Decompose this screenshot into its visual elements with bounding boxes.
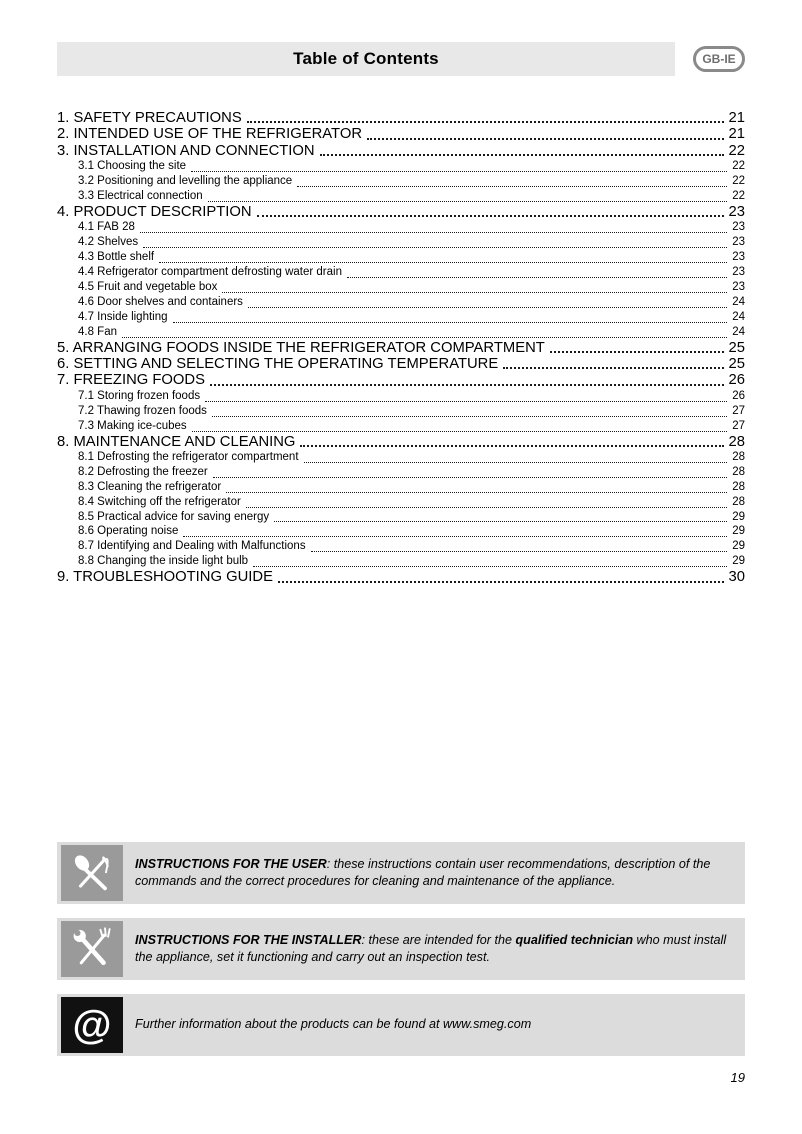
dot-leader — [247, 121, 724, 123]
toc-entry-page-number: 29 — [732, 525, 745, 538]
toc-entry-label: 4.3 Bottle shelf — [78, 251, 155, 264]
toc-entry-page-number: 30 — [728, 569, 745, 586]
dot-leader — [183, 536, 727, 537]
dot-leader — [248, 307, 727, 308]
dot-leader — [226, 492, 727, 493]
toc-entry[interactable] — [57, 220, 745, 235]
toc-entry[interactable] — [57, 495, 745, 510]
dot-leader — [304, 462, 728, 463]
toc-entry-page-number: 28 — [732, 465, 745, 478]
toc-entry[interactable] — [57, 110, 745, 126]
toc-entry-page-number: 28 — [732, 480, 745, 493]
page-title: Table of Contents — [293, 49, 439, 68]
toc-entry-page-number: 23 — [732, 236, 745, 249]
toc-entry-label: 8.1 Defrosting the refrigerator compartment — [78, 450, 299, 463]
dot-leader — [191, 171, 727, 172]
toc-entry-page-number: 22 — [732, 160, 745, 173]
toc-entry-page-number: 22 — [728, 142, 745, 159]
dot-leader — [320, 154, 724, 156]
dot-leader — [274, 521, 727, 522]
toc-entry-page-number: 27 — [732, 419, 745, 432]
toc-entry-label: 9. TROUBLESHOOTING GUIDE — [57, 569, 273, 586]
toc-entry[interactable] — [57, 372, 745, 388]
toc-entry-label: 4.8 Fan — [78, 325, 117, 338]
dot-leader — [159, 262, 727, 263]
dot-leader — [210, 384, 724, 386]
toc-entry[interactable] — [57, 356, 745, 372]
info-text-segment: Further information about the products can be found at www.smeg.com — [135, 1017, 532, 1032]
dot-leader — [503, 367, 723, 369]
toc-entry-label: 7.2 Thawing frozen foods — [78, 404, 207, 417]
toc-entry[interactable] — [57, 539, 745, 554]
dot-leader — [173, 322, 728, 323]
toc-entry[interactable] — [57, 389, 745, 404]
utensils-icon — [61, 845, 123, 901]
toc-entry-label: 4.7 Inside lighting — [78, 310, 168, 323]
toc-entry[interactable] — [57, 340, 745, 356]
dot-leader — [246, 507, 727, 508]
toc-entry-label: 4.1 FAB 28 — [78, 221, 135, 234]
at-icon: @ — [61, 997, 123, 1053]
info-boxes — [57, 842, 745, 1056]
toc-entry[interactable] — [57, 265, 745, 280]
toc-entry-page-number: 23 — [732, 251, 745, 264]
toc-entry-page-number: 29 — [732, 540, 745, 553]
info-text-segment: INSTRUCTIONS FOR THE INSTALLER — [135, 933, 362, 948]
dot-leader — [297, 186, 727, 187]
toc-entry[interactable] — [57, 419, 745, 434]
toc-entry[interactable] — [57, 450, 745, 465]
toc-entry[interactable] — [57, 280, 745, 295]
toc-entry-label: 3. INSTALLATION AND CONNECTION — [57, 142, 315, 159]
toc-entry-page-number: 29 — [732, 510, 745, 523]
toc-entry-page-number: 25 — [728, 339, 745, 356]
toc-entry[interactable] — [57, 325, 745, 340]
toc-entry-label: 4.5 Fruit and vegetable box — [78, 280, 218, 293]
dot-leader — [257, 215, 724, 217]
dot-leader — [208, 201, 728, 202]
page-footer — [57, 1070, 745, 1085]
dot-leader — [347, 277, 727, 278]
toc-entry[interactable] — [57, 189, 745, 204]
toc-entry-label: 8.3 Cleaning the refrigerator — [78, 480, 222, 493]
toc-entry-label: 8.5 Practical advice for saving energy — [78, 510, 270, 523]
dot-leader — [212, 416, 727, 417]
toc-entry-label: 1. SAFETY PRECAUTIONS — [57, 110, 242, 126]
toc-entry-label: 7.1 Storing frozen foods — [78, 389, 201, 402]
toc-entry[interactable] — [57, 554, 745, 569]
toc-entry-label: 8. MAINTENANCE AND CLEANING — [57, 433, 296, 450]
info-text-segment: qualified technician — [515, 933, 634, 948]
dot-leader — [311, 551, 728, 552]
toc-entry-page-number: 27 — [732, 404, 745, 417]
toc-entry-label: 7.3 Making ice-cubes — [78, 419, 187, 432]
info-text-segment: INSTRUCTIONS FOR THE USER — [135, 857, 327, 872]
toc-entry-page-number: 24 — [732, 325, 745, 338]
dot-leader — [192, 431, 728, 432]
toc-entry-label: 4.4 Refrigerator compartment defrosting water drain — [78, 266, 342, 279]
toc-entry-page-number: 26 — [728, 372, 745, 389]
toc-entry-page-number: 28 — [728, 433, 745, 450]
toc-entry-label: 3.3 Electrical connection — [78, 190, 203, 203]
dot-leader — [222, 292, 727, 293]
toc-entry-label: 8.7 Identifying and Dealing with Malfunctions — [78, 540, 306, 553]
language-badge: GB-IE — [693, 46, 745, 72]
info-box-web — [57, 994, 745, 1056]
toc-entry-page-number: 23 — [728, 203, 745, 220]
info-box-user — [57, 842, 745, 904]
toc-entry-page-number: 28 — [732, 495, 745, 508]
toc-entry-page-number: 21 — [728, 126, 745, 143]
table-of-contents — [57, 110, 745, 586]
toc-entry-page-number: 28 — [732, 450, 745, 463]
dot-leader — [300, 445, 723, 447]
info-text-segment: who must install the appliance, set it functioning and carry out an inspection test. — [135, 933, 727, 964]
toc-entry-label: 8.4 Switching off the refrigerator — [78, 495, 241, 508]
toc-entry[interactable] — [57, 465, 745, 480]
toc-entry-label: 4.2 Shelves — [78, 236, 139, 249]
toc-entry[interactable] — [57, 510, 745, 525]
dot-leader — [278, 581, 724, 583]
toc-entry[interactable] — [57, 404, 745, 419]
toc-entry-page-number: 21 — [728, 110, 745, 126]
toc-entry-page-number: 23 — [732, 221, 745, 234]
toc-entry[interactable] — [57, 310, 745, 325]
toc-entry[interactable] — [57, 204, 745, 220]
header — [57, 42, 745, 76]
toc-entry[interactable] — [57, 174, 745, 189]
toc-entry-page-number: 29 — [732, 555, 745, 568]
info-box-installer-text — [135, 932, 735, 965]
dot-leader — [550, 351, 724, 353]
toc-entry-label: 6. SETTING AND SELECTING THE OPERATING TEMPERATURE — [57, 356, 499, 372]
dot-leader — [140, 232, 727, 233]
toc-entry[interactable] — [57, 569, 745, 585]
dot-leader — [143, 247, 727, 248]
info-text-segment: : these instructions contain user recommendations, description of the commands and the correct procedures for cleaning and maintenance of the appliance. — [135, 857, 711, 888]
dot-leader — [367, 138, 724, 140]
info-box-user-text — [135, 856, 735, 889]
tools-icon — [61, 921, 123, 977]
dot-leader — [253, 566, 727, 567]
toc-entry[interactable] — [57, 434, 745, 450]
toc-entry-label: 4.6 Door shelves and containers — [78, 295, 243, 308]
toc-entry-page-number: 26 — [732, 389, 745, 402]
dot-leader — [205, 401, 727, 402]
toc-entry-page-number: 24 — [732, 295, 745, 308]
toc-entry-page-number: 23 — [732, 280, 745, 293]
toc-entry-label: 3.2 Positioning and levelling the appliance — [78, 175, 293, 188]
toc-entry-page-number: 23 — [732, 266, 745, 279]
toc-entry-label: 8.2 Defrosting the freezer — [78, 465, 208, 478]
toc-entry[interactable] — [57, 159, 745, 174]
toc-entry-label: 8.6 Operating noise — [78, 525, 179, 538]
page-title-bar — [57, 42, 675, 76]
toc-entry-label: 3.1 Choosing the site — [78, 160, 187, 173]
info-box-installer — [57, 918, 745, 980]
page-number: 19 — [730, 1069, 745, 1085]
dot-leader — [122, 337, 727, 338]
toc-entry[interactable] — [57, 480, 745, 495]
toc-entry-label: 7. FREEZING FOODS — [57, 372, 205, 389]
toc-entry-label: 5. ARRANGING FOODS INSIDE THE REFRIGERATOR COMPARTMENT — [57, 339, 545, 356]
info-box-web-text — [135, 1016, 735, 1033]
dot-leader — [213, 477, 727, 478]
toc-entry[interactable] — [57, 250, 745, 265]
toc-entry-label: 4. PRODUCT DESCRIPTION — [57, 203, 252, 220]
toc-entry[interactable] — [57, 524, 745, 539]
toc-entry[interactable] — [57, 126, 745, 142]
toc-entry-page-number: 22 — [732, 190, 745, 203]
toc-entry[interactable] — [57, 143, 745, 159]
toc-entry-page-number: 22 — [732, 175, 745, 188]
toc-entry[interactable] — [57, 295, 745, 310]
toc-entry-page-number: 24 — [732, 310, 745, 323]
toc-entry-page-number: 25 — [728, 356, 745, 372]
toc-entry-label: 2. INTENDED USE OF THE REFRIGERATOR — [57, 126, 363, 143]
toc-entry-label: 8.8 Changing the inside light bulb — [78, 555, 249, 568]
toc-entry[interactable] — [57, 235, 745, 250]
info-text-segment: : these are intended for the — [361, 933, 516, 948]
